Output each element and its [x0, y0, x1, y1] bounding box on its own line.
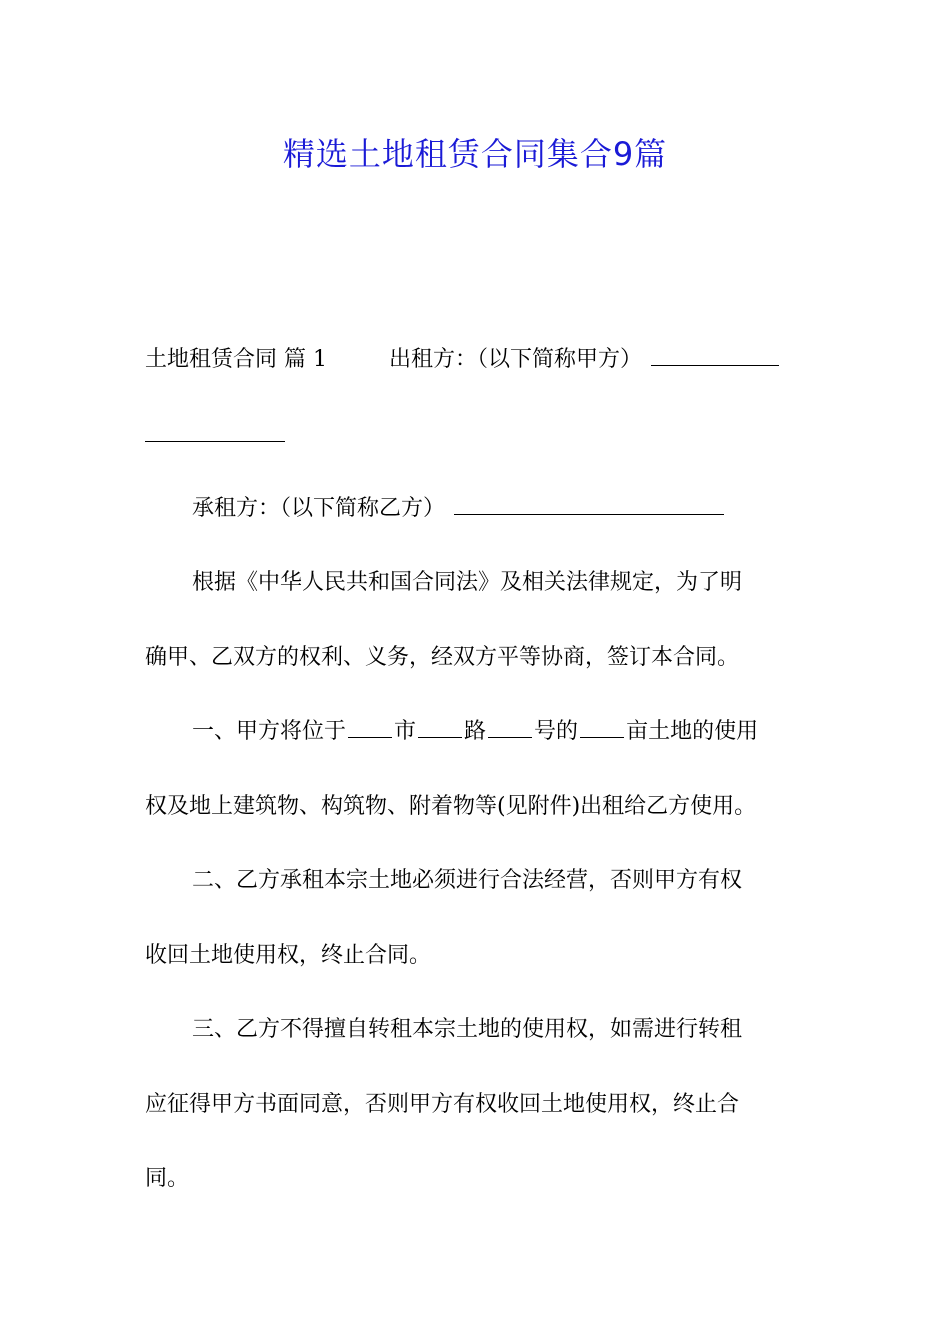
area-blank: [580, 736, 624, 738]
clause-3-line-1: 三、乙方不得擅自转租本宗土地的使用权，如需进行转租: [192, 1017, 743, 1042]
document-title: 精选土地租赁合同集合9篇: [282, 135, 668, 173]
lessee-blank: [454, 513, 724, 515]
clause-2-line-2: 收回土地使用权，终止合同。: [145, 943, 432, 968]
city-blank: [348, 736, 392, 738]
heading-number: 篇 1: [284, 347, 328, 372]
intro-line-1: 根据《中华人民共和国合同法》及相关法律规定，为了明: [192, 570, 743, 595]
lessor-blank-continued-line: [145, 419, 810, 453]
clause-1-line-1: 一、甲方将位于 市 路 号的 亩土地的使用: [192, 719, 759, 744]
lessor-blank: [651, 364, 779, 366]
number-blank: [488, 736, 532, 738]
clause-3-line-3: 同。: [145, 1166, 190, 1191]
lessee-label: 承租方：（以下简称乙方）: [192, 496, 446, 521]
lessor-label: 出租方：（以下简称甲方）: [389, 347, 643, 372]
intro-line-2: 确甲、乙双方的权利、义务，经双方平等协商，签订本合同。: [145, 645, 740, 670]
clause-3-line-2: 应征得甲方书面同意，否则甲方有权收回土地使用权，终止合: [145, 1092, 740, 1117]
lessor-blank-continued: [145, 440, 285, 442]
heading-label: 土地租赁合同: [145, 347, 278, 372]
road-blank: [418, 736, 462, 738]
clause-1-line-2: 权及地上建筑物、构筑物、附着物等(见附件)出租给乙方使用。: [145, 794, 757, 819]
clause-2-line-1: 二、乙方承租本宗土地必须进行合法经营，否则甲方有权: [192, 868, 743, 893]
heading-line: [145, 343, 810, 377]
lessee-line: [145, 492, 857, 526]
